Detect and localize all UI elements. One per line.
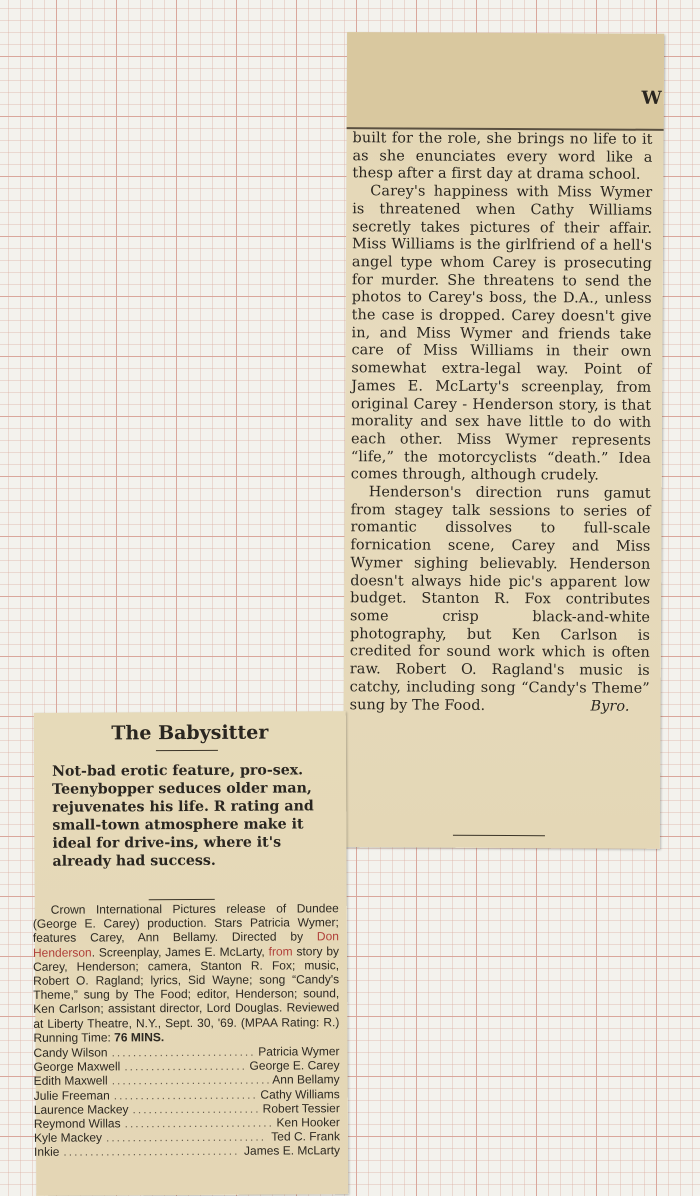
film-credits: [33, 901, 340, 1159]
cast-row: Candy Wilson ..... Patricia Wymer: [33, 1044, 339, 1060]
clipping-header-strip: [347, 32, 664, 129]
review-paragraph-3: [350, 484, 651, 716]
running-time: 76 MINS.: [114, 1029, 165, 1045]
cast-row: Edith Maxwell ..... Ann Bellamy: [34, 1073, 340, 1089]
cast-row: Julie Freeman ..... Cathy Williams: [34, 1087, 340, 1103]
cast-row: Reymond Willas ..... Ken Hooker: [34, 1115, 340, 1131]
review-body: [350, 130, 653, 716]
reviewer-signature: Byro.: [590, 697, 630, 715]
cast-list: [33, 1044, 340, 1159]
cast-row: Kyle Mackey ..... Ted C. Frank: [34, 1129, 340, 1145]
highlighted-word: from: [268, 944, 293, 959]
cast-row: Laurence Mackey ..... Robert Tessier: [34, 1101, 340, 1117]
review-clipping-header: [34, 711, 349, 1196]
review-paragraph-1: built for the role, she brings no life to it as she enunciates every word like a thesp after a first day at drama school.: [352, 130, 653, 184]
review-paragraph-2: Carey's happiness with Miss Wymer is threatened when Cathy Williams secretly takes pictures of their affair. Miss Williams is the girlfriend of a hell's angel type whom Carey is prosecuting for murder. She threatens to send the photos to Carey's boss, the D.A., unless the case is dropped. Carey doesn't give in, and Miss Wymer and friends take care of Miss Williams in their own somewhat extra-legal way. Point of James E. McLarty's screenplay, from original Carey - Henderson story, is that morality and sex have little to do with each other. Miss Wymer represents “life,” the motorcyclists “death.” Idea comes through, although crudely.: [350, 183, 653, 484]
review-summary: Not-bad erotic feature, pro-sex. Teenybopper seduces older man, rejuvenates his life. R rating and small-town atmosphere make it ideal for drive-ins, where it's already had success.: [52, 762, 314, 870]
highlighted-director: Don Henderson: [32, 929, 339, 960]
cast-row: Inkie ..... James E. McLarty: [34, 1144, 340, 1160]
credits-text: Crown International Pictures release of Dundee (George E. Carey) production. Stars Patricia Wymer; features Carey, Ann Bellamy. Directed by Don Henderson. Screenplay, James E. McLarty, from story by Carey, Henderson; camera, Stanton R. Fox; music, Robert O. Ragland; lyrics, Sid Wayne; song “Candy's Theme,” sung by The Food; editor, Henderson; sound, Ken Carlson; assistant director, Lord Douglas. Reviewed at Liberty Theatre, N.Y., Sept. 30, '69. (MPAA Rating: R.) Running Time: 76 MINS.: [32, 901, 340, 1045]
summary-rule: [149, 899, 215, 900]
cast-row: George Maxwell ..... George E. Carey: [34, 1058, 340, 1074]
review-clipping-continuation: [343, 32, 664, 849]
end-rule: [453, 835, 545, 836]
review-paragraph-3-text: Henderson's direction runs gamut from stagey talk sessions to series of romantic dissolves to full-scale fornication scene, Carey and Miss Wymer sighing believably. Henderson doesn't always hide pic's apparent low budget. Stanton R. Fox contributes some crisp black-and-white photography, but Ken Carlson is credited for sound work which is often raw. Robert O. Ragland's music is catchy, including song “Candy's Theme” sung by The Food.: [349, 484, 651, 714]
film-title: The Babysitter: [111, 721, 269, 745]
header-letter: W: [641, 87, 662, 109]
title-rule: [156, 750, 218, 751]
